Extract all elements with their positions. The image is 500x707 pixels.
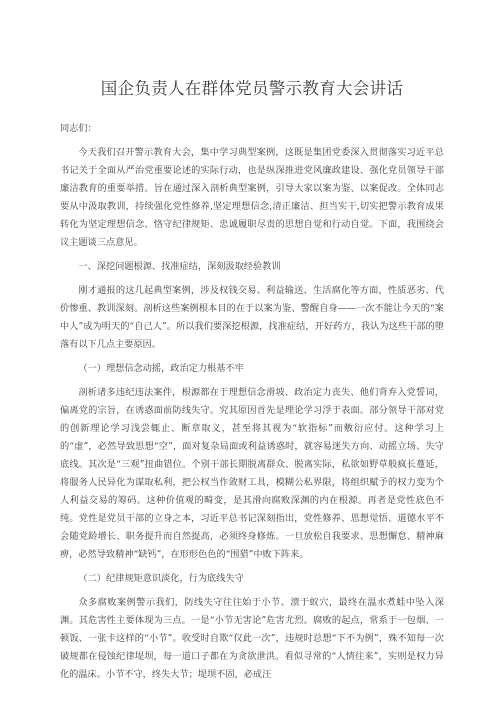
subsection-heading: （一）理想信念动摇，政治定力根基不牢: [78, 363, 244, 374]
document-title: 国企负责人在群体党员警示教育大会讲话: [100, 79, 404, 98]
subsection-heading: （二）纪律规矩意识淡化，行为底线失守: [78, 573, 244, 584]
subsection-paragraph: 剖析诸多违纪违法案件，根源都在于理想信念滑坡、政治定力丧失、他们背弃入党誓词，偏离党的宗旨，在诱惑面前防线失守。究其原因首先是理论学习浮于表面。部分领导干部对党的创新理论学习浅尝辄止、断章取义，甚至将其视为“软指标”而敷衍应付。这种学习上的“虚”，必然导致思想“空”，面对复杂局面或利益诱惑时，就容易迷失方向、动摇立场、失守底线。其次是“三观”扭曲错位。个别干部长期脱离群众、脱离实际，私欲如野草般疯长蔓延，将服务人民异化为谋取私利，把公权当作敛财工具，模糊公私界限，将组织赋予的权力变为个人利益交易的筹码。这种价值观的畸变，是其滑向腐败深渊的内在根源。再者是党性底色不纯。党性是党员干部的立身之本，习近平总书记深刻指出，党性修养、思想觉悟、道德水平不会随党龄增长、职务提升而自然提高，必须终身修炼。一旦放松自我要求、思想懈怠、精神麻痹，必然导致精神“缺钙”，在形形色色的“围猎”中败下阵来。: [60, 387, 444, 560]
document-body: [60, 120, 444, 684]
section-paragraph: 刚才通报的这几起典型案例，涉及权钱交易、利益输送、生活腐化等方面，性质恶劣、代价惨重、教训深刻。剖析这些案例根本目的在于以案为鉴、警醒自身——一次不能让今天的“案中人”成为明天的“自己人”。所以我们要深挖根源，找准症结，开好药方，我认为这些干部的堕落有以下几点主要原因。: [60, 285, 444, 350]
subsection-paragraph: 众多腐败案例警示我们，防线失守往往始于小节、溃于蚁穴，最终在温水煮蛙中坠入深渊。其危害性主要体现为三点。一是“小节无害论”危害尤烈。腐败的起点，常系于一包烟、一顿饭、一张卡这样的“小节”。收受时自欺“仅此一次”，违规时总想“下不为例”，殊不知每一次破规都在侵蚀纪律堤坝，每一道口子都在为贪欲泄洪。看似寻常的“人情往来”，实则是权力异化的温床。小节不守，终失大节；堤坝不固，必成汪: [60, 597, 444, 680]
intro-paragraph: 今天我们召开警示教育大会，集中学习典型案例，这既是集团党委深入贯彻落实习近平总书记关于全面从严治党重要论述的实际行动，也是纵深推进党风廉政建设、强化党员领导干部廉洁教育的重要举措。旨在通过深入剖析典型案例，引导大家以案为鉴、以案促改。全体同志要从中汲取教训，持续强化党性修养,坚定理想信念,清正廉洁、担当实干,切实把警示教育成果转化为坚定理想信念、恪守纪律规矩、忠诚履职尽责的思想自觉和行动自觉。下面，我围绕会议主题谈三点意见。: [60, 147, 444, 248]
section-heading: 一、深挖问题根源、找准症结，深刻汲取经验教训: [78, 261, 281, 272]
salutation: 同志们：: [60, 123, 97, 134]
